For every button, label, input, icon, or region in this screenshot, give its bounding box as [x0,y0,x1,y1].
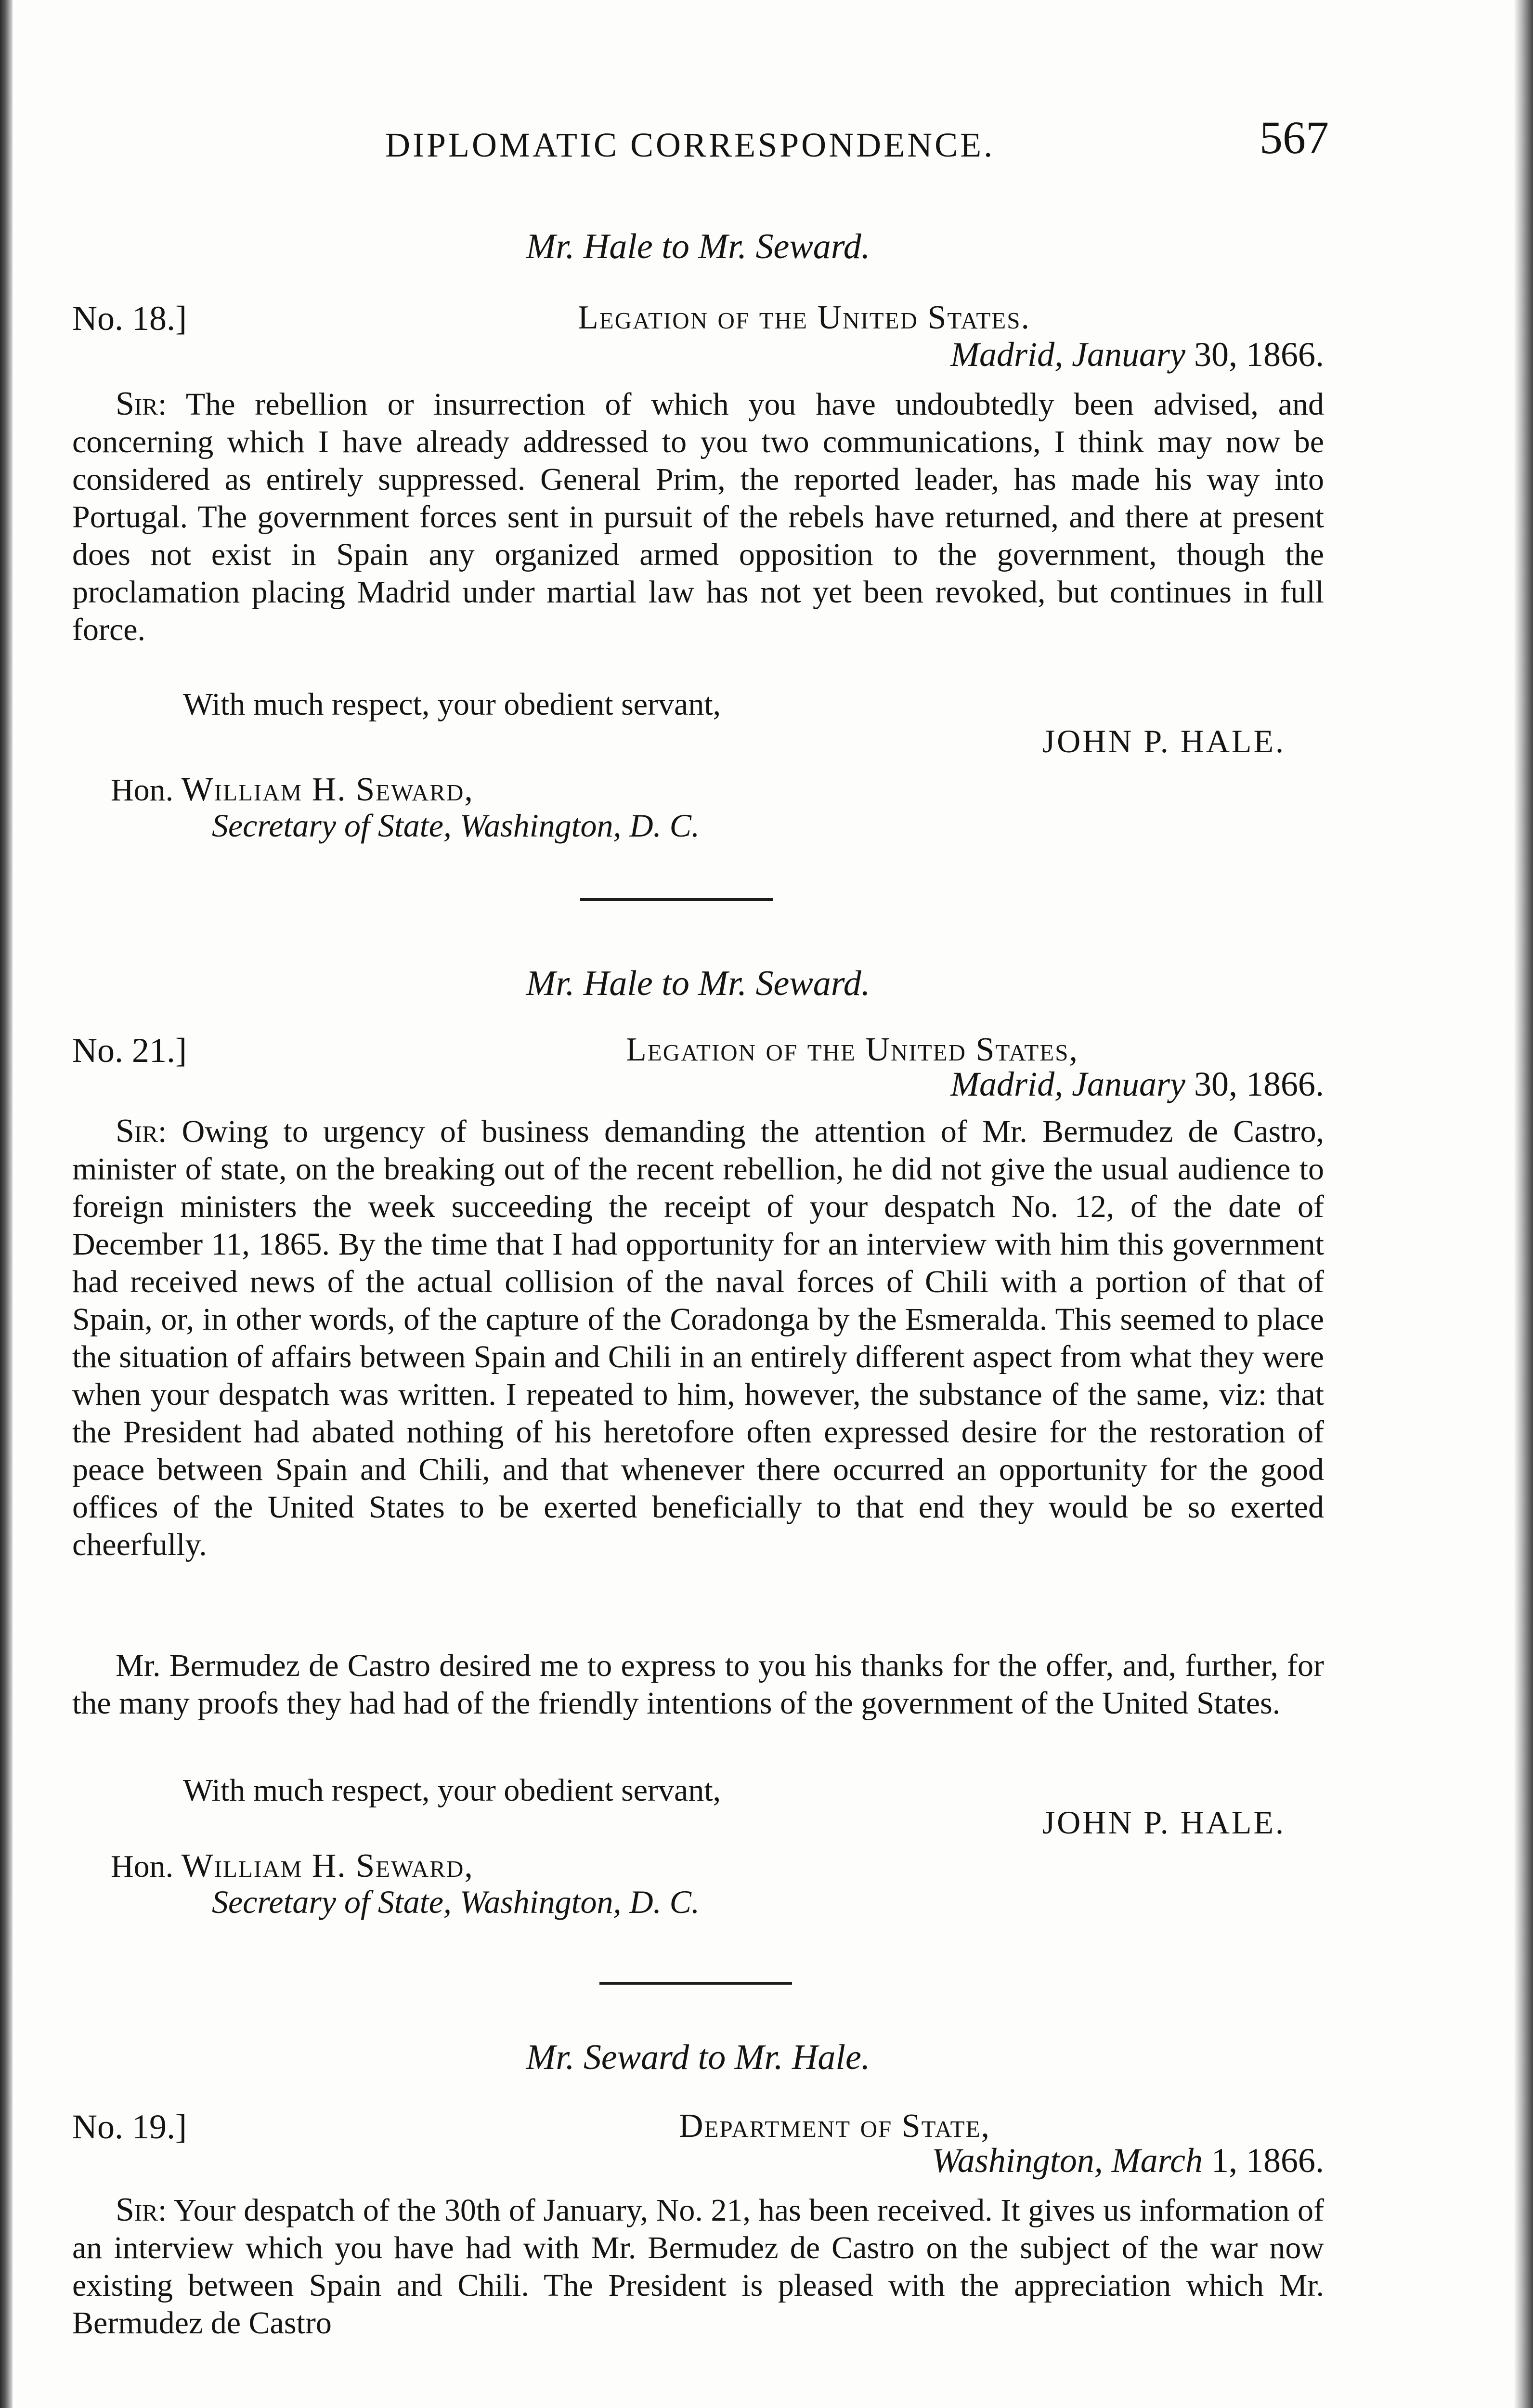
addressee-title: Secretary of State, Washington, D. C. [212,1884,700,1920]
letter-paragraph [72,385,1324,649]
letter-1 [72,226,1324,852]
despatch-number: No. 19.] [72,2107,187,2146]
dateline-date: 1, 1866. [1203,2141,1324,2180]
page-header [385,112,1348,173]
dateline [932,2141,1324,2181]
letter-title: Mr. Hale to Mr. Seward. [526,964,870,1003]
letter-title: Mr. Seward to Mr. Hale. [526,2038,870,2077]
page-edge-right [1514,0,1533,2408]
addressee-title: Secretary of State, Washington, D. C. [212,807,700,844]
addressee-name: William H. Seward, [181,771,474,808]
paragraph-text: : The rebellion or insurrection of which you have undoubtedly been advised, and concerning which I have already addressed to you two communications, I think may now be considered as entirely suppressed. General Prim, the reported leader, has made his way into Portugal. The government forces sent in pursuit of the rebels have returned, and there at present does not exist in Spain any organized armed opposition to the government, though the proclamation placing Madrid under martial law has not yet been revoked, but continues in full force. [72,387,1324,647]
paragraph-text: : Your despatch of the 30th of January, No. 21, has been received. It gives us information of an interview which you have had with Mr. Bermudez de Castro on the subject of the war now existing between Spain and Chili. The President is pleased with the appreciation which Mr. Bermudez de Castro [72,2193,1324,2341]
legation-heading: Department of State, [679,2107,991,2145]
section-divider [599,1982,792,1985]
letter-2 [72,963,1324,1920]
despatch-number: No. 21.] [72,1031,187,1070]
salutation: Sir [116,385,158,422]
signature: JOHN P. HALE. [1042,723,1286,759]
paragraph-text: : Owing to urgency of business demanding the attention of Mr. Bermudez de Castro, minister of state, on the breaking out of the recent rebellion, he did not give the usual audience to foreign ministers the week succeeding the receipt of your despatch No. 12, of the date of December 11, 1865. By the time that I had opportunity for an interview with him this government had received news of the actual collision of the naval forces of Chili with a portion of that of Spain, or, in other words, of the capture of the Coradonga by the Esmeralda. This seemed to place the situation of affairs between Spain and Chili in an entirely different aspect from what they were when your despatch was written. I repeated to him, however, the substance of the same, viz: that the President had abated nothing of his heretofore often expressed desire for the restoration of peace between Spain and Chili, and that whenever there occurred an opportunity for the good offices of the United States to be exerted beneficially to that end they would be so exerted cheerfully. [72,1114,1324,1562]
addressee [111,1847,474,1885]
section-divider [580,898,773,901]
page-number: 567 [1260,112,1329,163]
letter-3 [72,2037,1324,2408]
dateline-place: Madrid, January [950,1065,1185,1103]
addressee-name: William H. Seward, [181,1847,474,1885]
letter-paragraph [72,2191,1324,2342]
dateline [950,1064,1324,1104]
legation-heading: Legation of the United States. [578,299,1030,336]
despatch-number: No. 18.] [72,299,187,338]
dateline-date: 30, 1866. [1185,335,1324,374]
dateline [950,335,1324,375]
closing: With much respect, your obedient servant, [183,687,721,722]
legation-heading: Legation of the United States, [626,1031,1078,1068]
salutation: Sir [116,1112,158,1150]
dateline-date: 30, 1866. [1185,1065,1324,1103]
addressee [111,771,474,809]
closing: With much respect, your obedient servant, [183,1773,721,1808]
addressee-prefix: Hon. [111,772,174,808]
letter-paragraph [72,1112,1324,1564]
letter-title: Mr. Hale to Mr. Seward. [526,227,870,266]
running-head: DIPLOMATIC CORRESPONDENCE. [385,126,995,164]
letter-paragraph: Mr. Bermudez de Castro desired me to express to you his thanks for the offer, and, further, for the many proofs they had had of the friendly intentions of the government of the United States. [72,1648,1324,1721]
dateline-place: Madrid, January [950,335,1185,374]
salutation: Sir [116,2191,158,2228]
signature: JOHN P. HALE. [1042,1804,1286,1841]
addressee-prefix: Hon. [111,1849,174,1884]
page-edge-left [0,0,13,2408]
dateline-place: Washington, March [932,2141,1203,2180]
